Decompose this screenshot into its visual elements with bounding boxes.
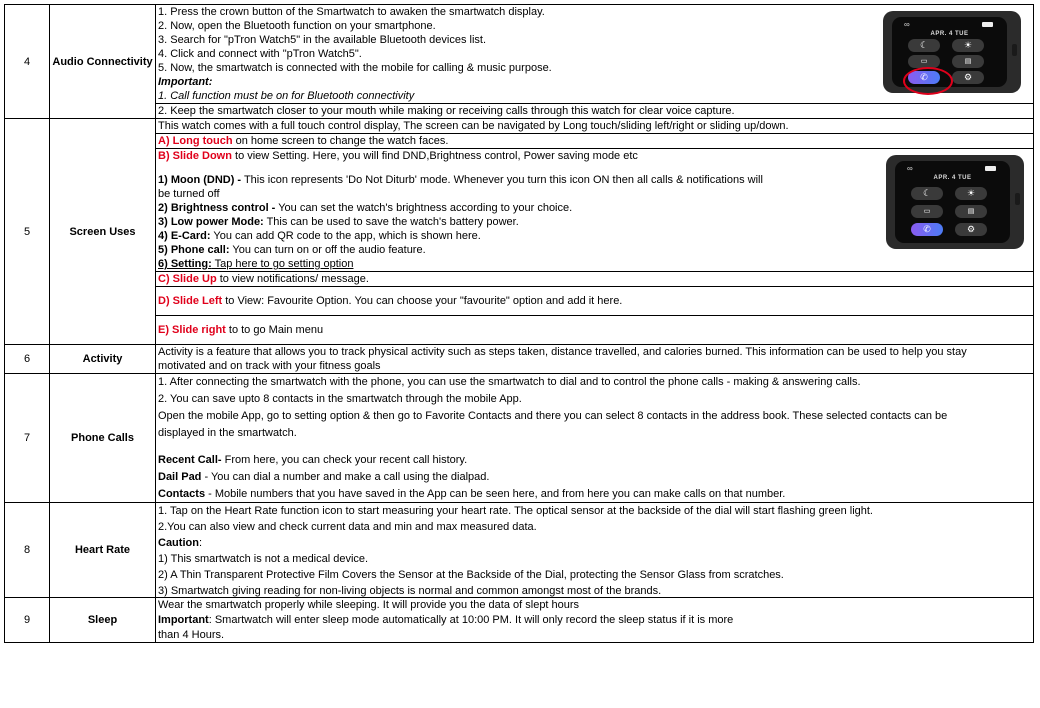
- text-line: 2.You can also view and check current data and min and max measured data.: [158, 521, 537, 533]
- phone-icon: ✆: [908, 71, 940, 84]
- row-title: Heart Rate: [50, 503, 156, 598]
- low-power-icon: ▭: [908, 55, 940, 68]
- highlight-circle: [903, 67, 953, 95]
- row-content: [156, 374, 1034, 503]
- table-row: [5, 503, 1034, 598]
- text-line: displayed in the smartwatch.: [158, 427, 297, 439]
- row-content: [156, 345, 1034, 374]
- watch-date: APR. 4 TUE: [933, 175, 972, 181]
- instruction-d: D) Slide Left to View: Favourite Option. You can choose your "favourite" option and add it here.: [156, 286, 1033, 315]
- row-content: [156, 5, 1034, 119]
- important-line: 1. Call function must be on for Bluetooth connectivity: [158, 90, 415, 102]
- recent-call-line: Recent Call- From here, you can check your recent call history.: [158, 454, 468, 466]
- text-line: 2. You can save upto 8 contacts in the smartwatch through the mobile App.: [158, 393, 522, 405]
- battery-icon: [985, 166, 996, 171]
- text-line: Activity is a feature that allows you to track physical activity such as steps taken, distance travelled, and calories burned. This information can be used to help you stay: [158, 346, 967, 358]
- instruction-b: B) Slide Down to view Setting. Here, you will find DND,Brightness control, Power saving mode etc: [156, 148, 1033, 163]
- moon-icon: ☾: [911, 187, 943, 200]
- instruction-a: A) Long touch on home screen to change the watch faces.: [156, 133, 1033, 148]
- e-card-icon: ▤: [952, 55, 984, 68]
- e-card-icon: ▤: [955, 205, 987, 218]
- caution-line: 3) Smartwatch giving reading for non-living objects is normal and common amongst most of the brands.: [158, 585, 662, 597]
- text-line: motivated and on track with your fitness goals: [158, 360, 381, 372]
- step-line: 4. Click and connect with "pTron Watch5".: [158, 48, 362, 60]
- row-title: Screen Uses: [50, 119, 156, 345]
- contacts-line: Contacts - Mobile numbers that you have saved in the App can be seen here, and from here you can make calls on that number.: [158, 488, 786, 500]
- brightness-icon: ☀: [952, 39, 984, 52]
- intro-line: This watch comes with a full touch control display, The screen can be navigated by Long touch/sliding left/right or sliding up/down.: [158, 120, 789, 132]
- text-line: Open the mobile App, go to setting option & then go to Favorite Contacts and there you can select 8 contacts in the address book. These selected contacts can be: [158, 410, 948, 422]
- watch-date: APR. 4 TUE: [930, 31, 969, 37]
- step-line: 2. Keep the smartwatch closer to your mouth while making or receiving calls through this watch for clear voice capture.: [156, 103, 1033, 118]
- important-label: Important:: [158, 76, 213, 88]
- step-line: 5. Now, the smartwatch is connected with the mobile for calling & music purpose.: [158, 62, 552, 74]
- row-title: Sleep: [50, 598, 156, 643]
- moon-icon: ☾: [908, 39, 940, 52]
- table-row: [5, 5, 1034, 119]
- row-content: [156, 503, 1034, 598]
- row-number: 9: [5, 598, 50, 643]
- text-line: than 4 Hours.: [158, 629, 225, 641]
- setting-item: 4) E-Card: You can add QR code to the app, which is shown here.: [158, 230, 481, 242]
- row-title: Activity: [50, 345, 156, 374]
- step-line: 2. Now, open the Bluetooth function on your smartphone.: [158, 20, 436, 32]
- gear-icon: ⚙: [955, 223, 987, 236]
- row-title: Audio Connectivity: [50, 5, 156, 119]
- table-row: [5, 345, 1034, 374]
- setting-item: 6) Setting: Tap here to go setting option: [158, 258, 354, 270]
- crown-button: [1015, 193, 1020, 205]
- phone-icon: ✆: [911, 223, 943, 236]
- caution-line: 2) A Thin Transparent Protective Film Covers the Sensor at the Backside of the Dial, protecting the Sensor Glass from scratches.: [158, 569, 784, 581]
- step-line: 3. Search for "pTron Watch5" in the available Bluetooth devices list.: [158, 34, 486, 46]
- setting-item: 1) Moon (DND) - This icon represents 'Do Not Diturb' mode. Whenever you turn this icon ON then all calls & notifications will: [158, 174, 763, 186]
- crown-button: [1012, 44, 1017, 56]
- setting-item: 3) Low power Mode: This can be used to save the watch's battery power.: [158, 216, 519, 228]
- low-power-icon: ▭: [911, 205, 943, 218]
- row-title: Phone Calls: [50, 374, 156, 503]
- setting-item: 2) Brightness control - You can set the watch's brightness according to your choice.: [158, 202, 573, 214]
- text-line: Wear the smartwatch properly while sleeping. It will provide you the data of slept hours: [158, 599, 580, 611]
- instruction-c: C) Slide Up to view notifications/ message.: [156, 271, 1033, 286]
- watch-image: [886, 155, 1024, 249]
- text-line: 1. After connecting the smartwatch with the phone, you can use the smartwatch to dial and to control the phone calls - making & answering calls.: [158, 376, 861, 388]
- watch-screen: [895, 161, 1010, 243]
- gear-icon: ⚙: [952, 71, 984, 84]
- row-number: 4: [5, 5, 50, 119]
- table-row: [5, 374, 1034, 503]
- setting-item: 5) Phone call: You can turn on or off the audio feature.: [158, 244, 426, 256]
- text-line: 1. Tap on the Heart Rate function icon to start measuring your heart rate. The optical sensor at the backside of the dial will start flashing green light.: [158, 505, 873, 517]
- instruction-table: [4, 4, 1034, 643]
- table-row: [5, 119, 1034, 345]
- row-number: 5: [5, 119, 50, 345]
- infinity-icon: ∞: [904, 20, 910, 29]
- table-row: [5, 598, 1034, 643]
- brightness-icon: ☀: [955, 187, 987, 200]
- important-line: Important: Smartwatch will enter sleep mode automatically at 10:00 PM. It will only record the sleep status if it is more: [158, 614, 734, 626]
- caution-line: 1) This smartwatch is not a medical device.: [158, 553, 369, 565]
- row-number: 7: [5, 374, 50, 503]
- caution-label: Caution:: [158, 537, 203, 549]
- step-line: 1. Press the crown button of the Smartwatch to awaken the smartwatch display.: [158, 6, 545, 18]
- setting-item: be turned off: [158, 188, 220, 200]
- row-number: 6: [5, 345, 50, 374]
- row-number: 8: [5, 503, 50, 598]
- row-content: [156, 598, 1034, 643]
- battery-icon: [982, 22, 993, 27]
- row-content: [156, 119, 1034, 345]
- instruction-e: E) Slide right to to go Main menu: [156, 315, 1033, 344]
- watch-image: [883, 11, 1021, 93]
- infinity-icon: ∞: [907, 164, 913, 173]
- dial-pad-line: Dail Pad - You can dial a number and make a call using the dialpad.: [158, 471, 490, 483]
